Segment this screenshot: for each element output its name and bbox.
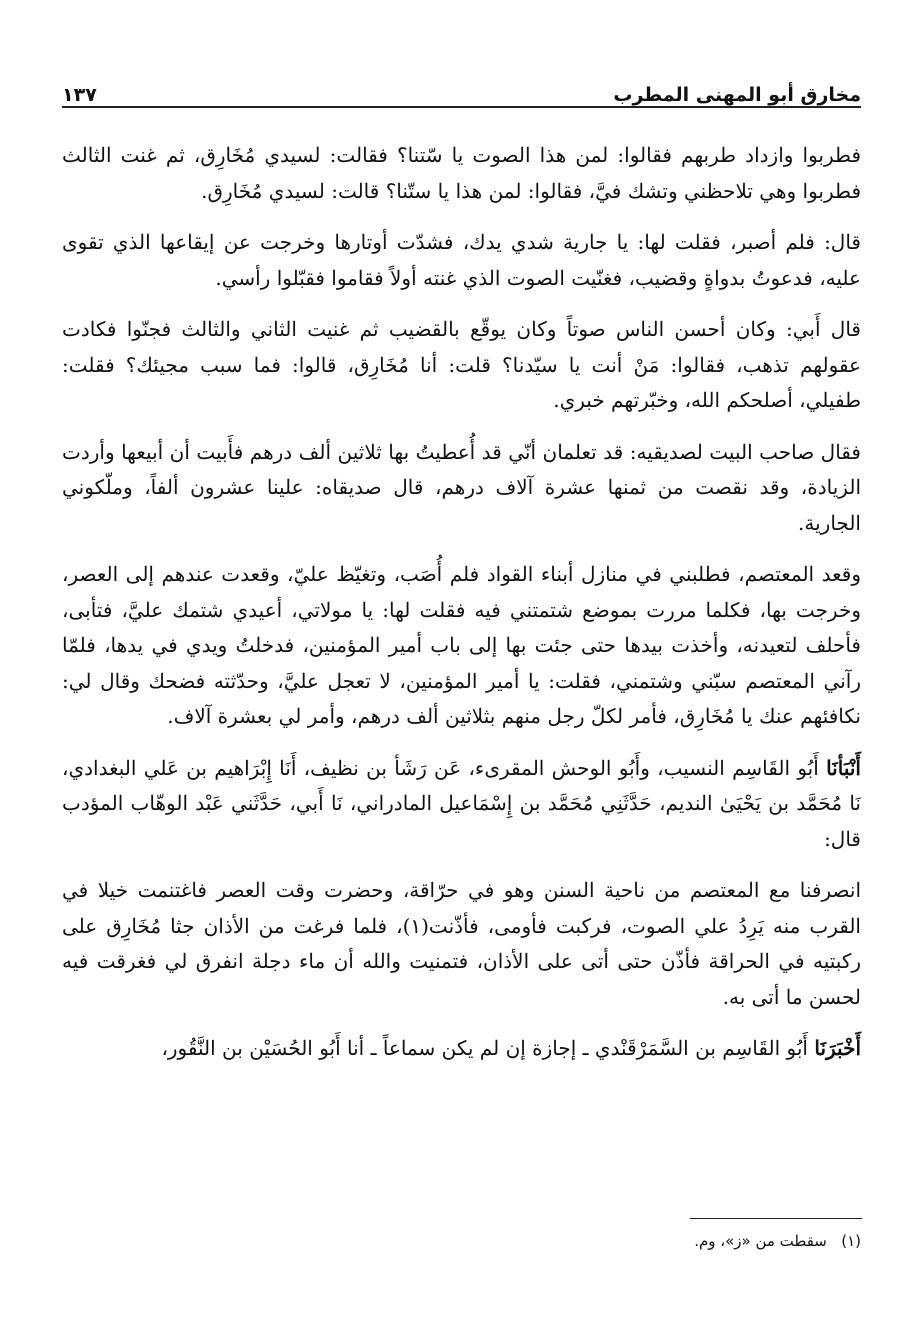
footnote: [694, 1232, 861, 1250]
footnote-number: (١): [841, 1232, 861, 1250]
isnad-lead-word: أَخْبَرَنَا: [814, 1036, 861, 1060]
footnote-text: سقطت من «ز»، وم.: [694, 1232, 827, 1250]
running-title: مخارق أبو المهنى المطرب: [613, 84, 861, 106]
page-body: [62, 138, 861, 1083]
paragraph: فطربوا وازداد طربهم فقالوا: لمن هذا الصوت يا سّتنا؟ فقالت: لسيدي مُخَارِق، ثم غنت الثالث فطربوا وهي تلاحظني وتشك فيَّ، فقالوا: لمن هذا يا ستّنا؟ قالت: لسيدي مُخَارِق.: [62, 143, 861, 203]
isnad-paragraph: أَخْبَرَنَا أَبُو القَاسِم بن السَّمَرْقَنْدي ـ إجازة إن لم يكن سماعاً ـ أنا أَبُو الحُسَيْن بن النَّقُور،: [161, 1036, 861, 1060]
isnad-paragraph: أَنْبَأنَا أَبُو القَاسِم النسيب، وأَبُو الوحش المقرىء، عَن رَشَأ بن نظيف، أَنَا إِبْرَاهيم بن عَلي البغدادي، نَا مُحَمَّد بن يَحْيَىٰ النديم، حَدَّثَنِي مُحَمَّد بن إِسْمَاعيل المادراني، نَا أَبي، حَدَّثَني عَبْد الوهّاب المؤدب قال:: [62, 755, 861, 851]
isnad-lead-word: أَنْبَأنَا: [826, 755, 861, 780]
paragraph: وقعد المعتصم، فطلبني في منازل أبناء القواد فلم أُصَب، وتغيّظ عليّ، وقعدت عندهم إلى العصر، وخرجت بها، فكلما مررت بموضع شتمتني فيه فقلت لها: يا مولاتي، أعيدي شتمك عليَّ، فتأبى، فأحلف لتعيدنه، وأخذت بيدها حتى جئت بها إلى باب أمير المؤمنين، فدخلتُ ويدي في يدها، فلمّا رآني المعتصم سبّني وشتمني، فقلت: يا أمير المؤمنين، لا تعجل عليَّ، وحدّثته فضحك وقال لي: نكافئهم عنك يا مُخَارِق، فأمر لكلّ رجل منهم بثلاثين ألف درهم، وأمر لي بعشرة آلاف.: [62, 562, 861, 728]
page-number: ١٣٧: [62, 84, 97, 106]
header-rule: [62, 106, 861, 108]
page-header: [62, 70, 861, 106]
paragraph: قال أَبي: وكان أحسن الناس صوتاً وكان يوقّع بالقضيب ثم غنيت الثاني والثالث فجنّوا فكادت عقولهم تذهب، فقالوا: مَنْ أنت يا سيّدنا؟ قلت: أنا مُخَارِق، قالوا: فما سبب مجيئك؟ فقلت: طفيلي، أصلحكم الله، وخبّرتهم خبري.: [62, 317, 861, 412]
footnote-rule: [690, 1218, 862, 1219]
paragraph: انصرفنا مع المعتصم من ناحية السنن وهو في حرّاقة، وحضرت وقت العصر فاغتنمت خيلا في القرب منه يَرِدُ علي الصوت، فركبت فأومى، فأذّنت(١)، فلما فرغت من الأذان جثا مُخَارِق على ركبتيه في الحراقة فأذّن حتى أتى على الأذان، فتمنيت والله أن ماء دجلة انفرق لي فغرقت فيه لحسن ما أتى به.: [62, 878, 861, 1009]
paragraph: قال: فلم أصبر، فقلت لها: يا جارية شدي يدك، فشدّت أوتارها وخرجت عن إيقاعها الذي تقوى عليه، فدعوتُ بدواةٍ وقضيب، فغنّيت الصوت الذي غنته أولاً فقاموا فقبّلوا رأسي.: [62, 230, 861, 290]
paragraph: فقال صاحب البيت لصديقيه: قد تعلمان أنّي قد أُعطيتُ بها ثلاثين ألف درهم فأَبيت أن أبيعها وأردت الزيادة، وقد نقصت من ثمنها عشرة آلاف درهم، قال صديقاه: علينا عشرون ألفاً، وملّكوني الجارية.: [62, 439, 861, 535]
